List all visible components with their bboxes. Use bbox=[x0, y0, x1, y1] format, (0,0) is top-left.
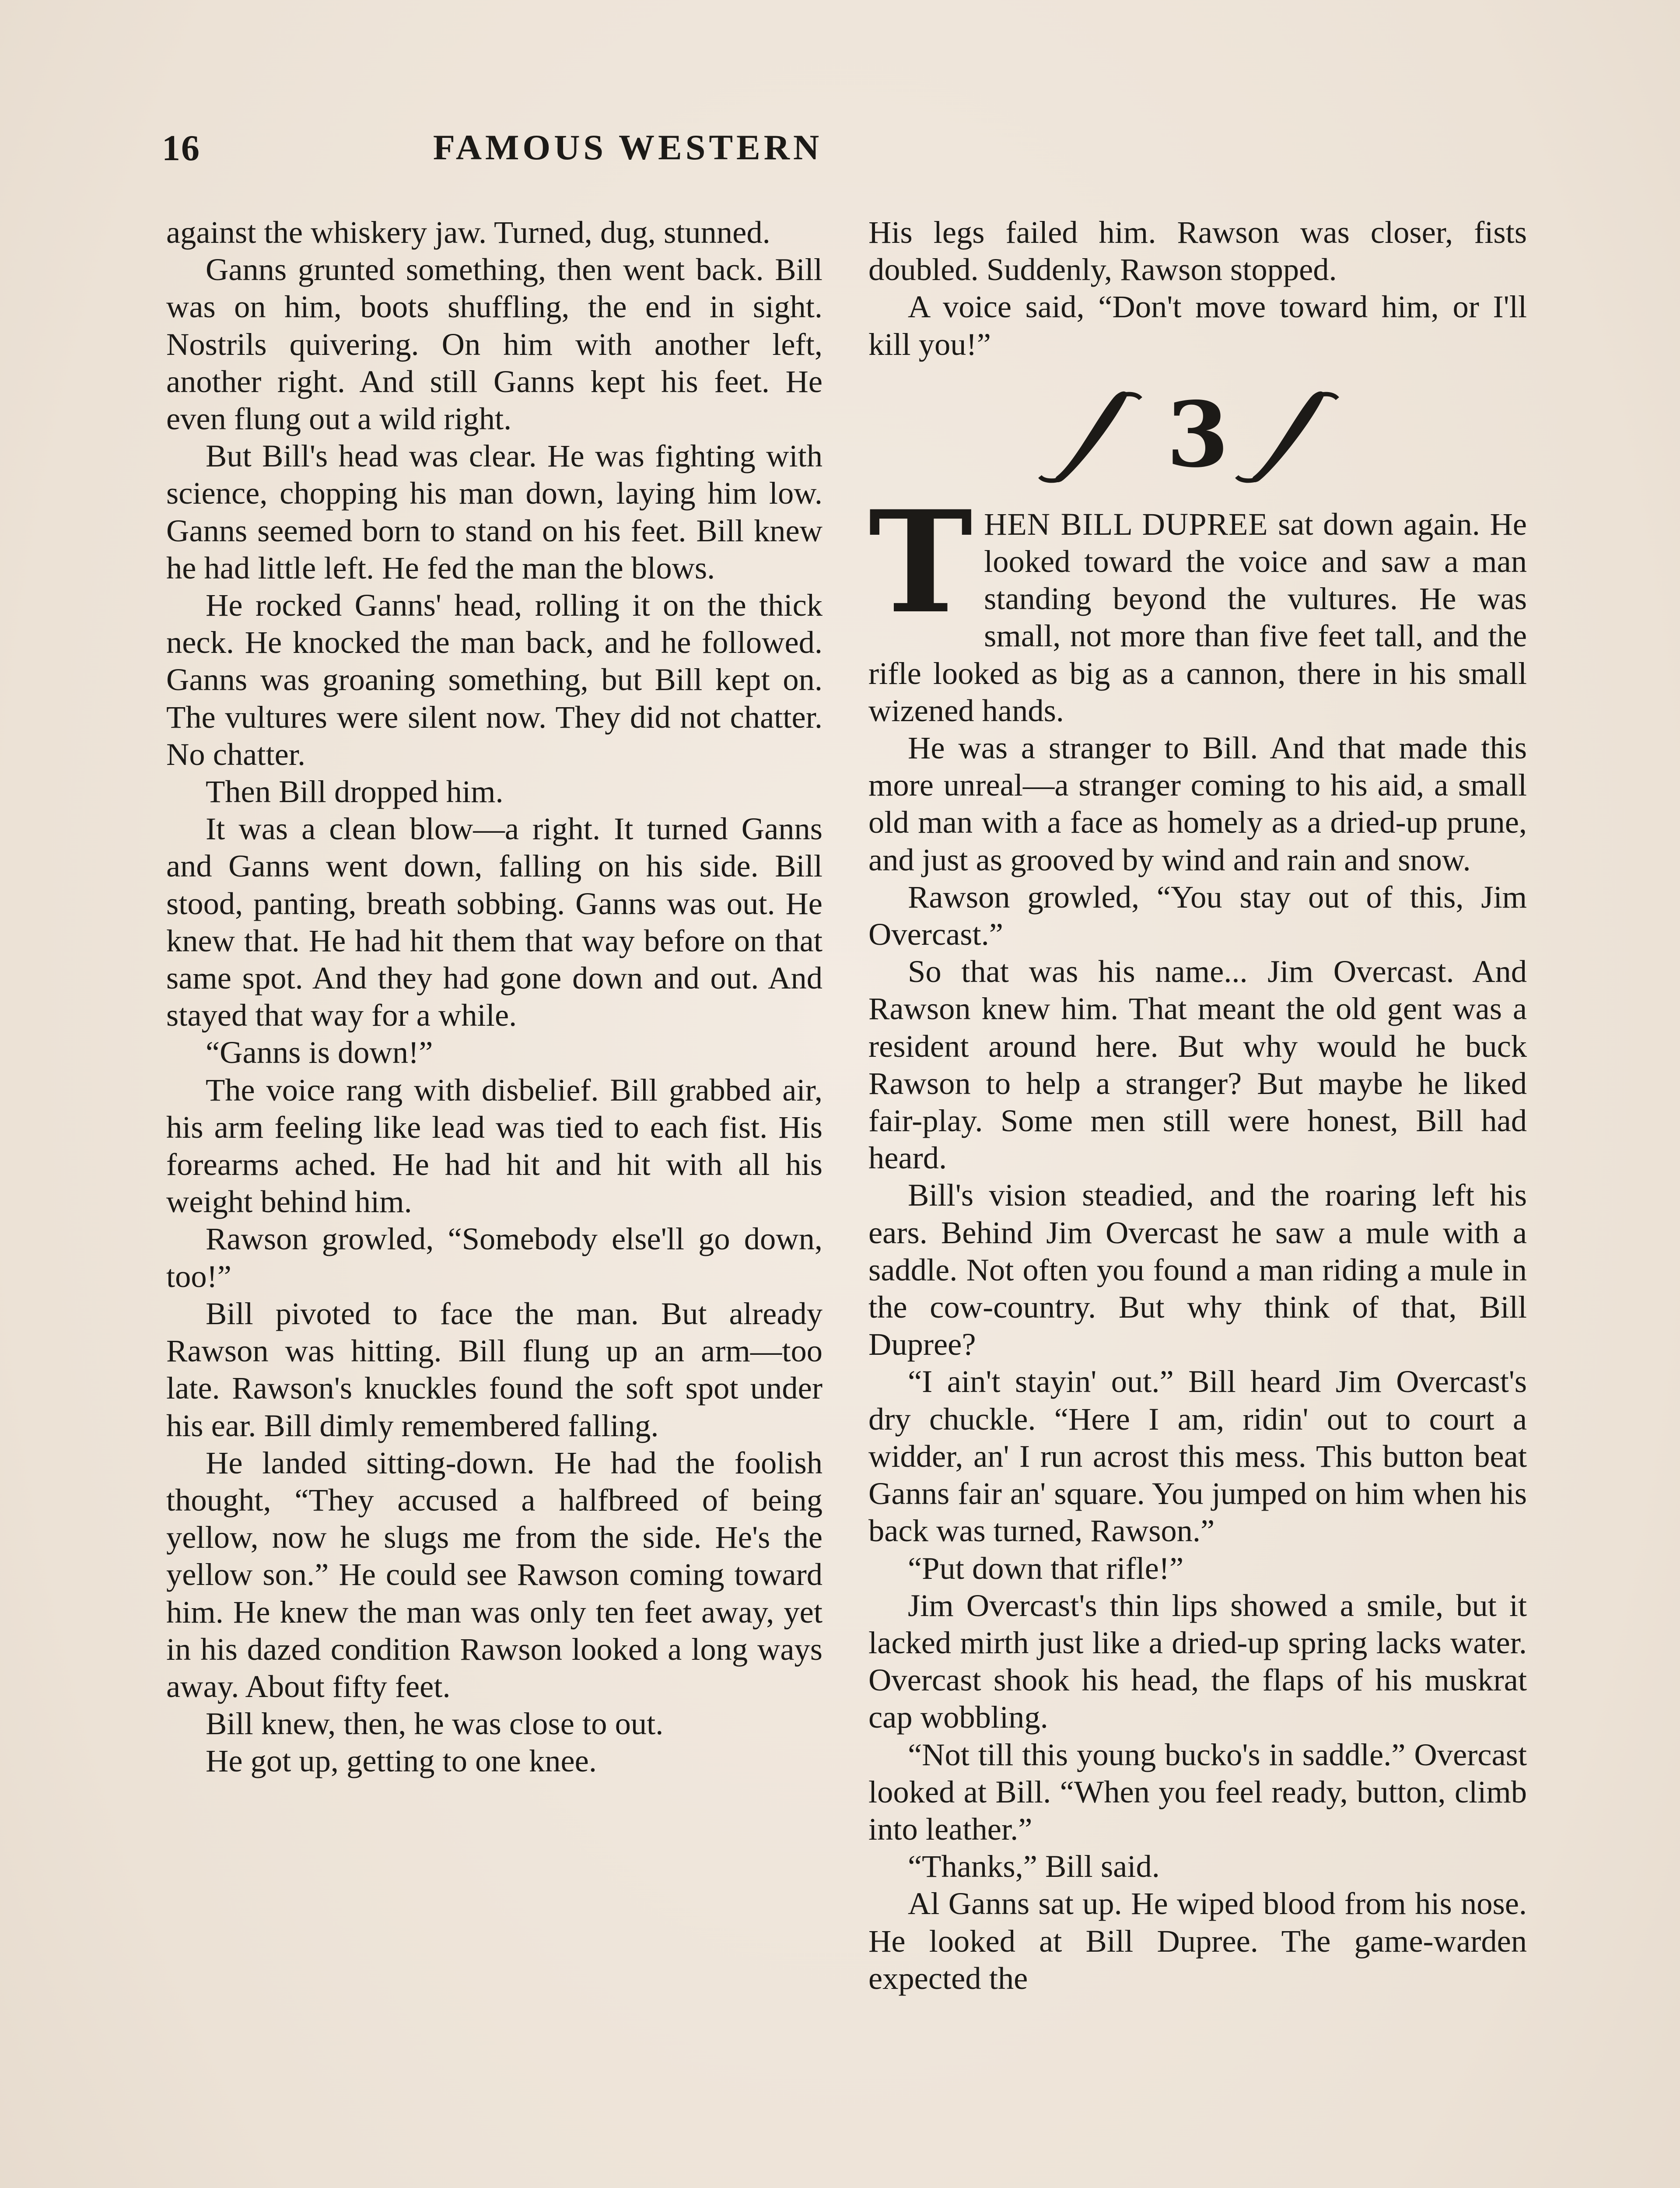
chapter-heading bbox=[868, 372, 1527, 503]
paragraph: Al Ganns sat up. He wiped blood from his nose. He looked at Bill Dupree. The game-warden expected the bbox=[868, 1886, 1527, 1996]
right-column bbox=[868, 214, 1527, 1997]
paragraph: His legs failed him. Rawson was closer, fists doubled. Suddenly, Rawson stopped. bbox=[868, 214, 1527, 288]
paragraph: He was a stranger to Bill. And that made this more unreal—a stranger coming to his aid, a small old man with a face as homely as a dried-up prune, and just as grooved by wind and rain and snow. bbox=[868, 730, 1527, 877]
paragraph: Ganns grunted something, then went back. Bill was on him, boots shuffling, the end in sight. Nostrils quivering. On him with another left, another right. And still Ganns kept his feet. He even flung out a wild right. bbox=[166, 252, 822, 437]
paragraph: Bill pivoted to face the man. But already Rawson was hitting. Bill flung up an arm—too late. Rawson's knuckles found the soft spot under his ear. Bill dimly remembered falling. bbox=[166, 1295, 822, 1443]
page-number: 16 bbox=[162, 128, 200, 168]
paragraph: Bill's vision steadied, and the roaring left his ears. Behind Jim Overcast he saw a mule with a saddle. Not often you found a man riding a mule in the cow-country. But why think of that, Bill Dupree? bbox=[868, 1177, 1527, 1362]
right-column-bottom bbox=[868, 729, 1527, 1997]
paragraph: But Bill's head was clear. He was fighting with science, chopping his man down, laying him low. Ganns seemed born to stand on his feet. Bill knew he had little left. He fed the man the blows. bbox=[166, 438, 822, 586]
paragraph: Rawson growled, “You stay out of this, Jim Overcast.” bbox=[868, 879, 1527, 952]
paragraph: Bill knew, then, he was close to out. bbox=[206, 1706, 664, 1742]
paragraph: Rawson growled, “Somebody else'll go down, too!” bbox=[166, 1221, 822, 1294]
paragraph: against the whiskery jaw. Turned, dug, stunned. bbox=[166, 214, 770, 250]
paragraph: He got up, getting to one knee. bbox=[206, 1743, 597, 1779]
chapter-opening-paragraph bbox=[868, 480, 1527, 729]
paragraph: “Thanks,” Bill said. bbox=[908, 1848, 1160, 1884]
paragraph: He rocked Ganns' head, rolling it on the thick neck. He knocked the man back, and he followed. Ganns was groaning something, but Bill kept on. The vultures were silent now. They did not chatter. No chatter. bbox=[166, 587, 822, 772]
left-column bbox=[166, 214, 822, 1780]
chapter-number: 3 bbox=[1166, 382, 1229, 487]
page-header bbox=[162, 127, 1094, 179]
paragraph: The voice rang with disbelief. Bill grabbed air, his arm feeling like lead was tied to each fist. His forearms ached. He had hit and hit with all his weight behind him. bbox=[166, 1072, 822, 1220]
chapter-opening-text: sat down again. He looked toward the voice and saw a man standing beyond the vultures. He was small, not more than five feet tall, and the rifle looked as big as a cannon, there in his small wizened hands. bbox=[868, 506, 1527, 728]
drop-cap: T bbox=[868, 480, 973, 645]
paragraph: “I ain't stayin' out.” Bill heard Jim Overcast's dry chuckle. “Here I am, ridin' out to court a widder, an' I run acrost this mess. This button beat Ganns fair an' square. You jumped on him when his back was turned, Rawson.” bbox=[868, 1364, 1527, 1549]
paragraph: He landed sitting-down. He had the foolish thought, “They accused a halfbreed of being yellow, now he slugs me from the side. He's the yellow son.” He could see Rawson coming toward him. He knew the man was only ten feet away, yet in his dazed condition Rawson looked a long ways away. About fifty feet. bbox=[166, 1445, 822, 1704]
paragraph: “Ganns is down!” bbox=[206, 1034, 433, 1070]
chapter-lead-caps: HEN BILL DUPREE bbox=[984, 506, 1268, 542]
paragraph: A voice said, “Don't move toward him, or I'll kill you!” bbox=[868, 289, 1527, 362]
paragraph: Jim Overcast's thin lips showed a smile, but it lacked mirth just like a dried-up spring lacks water. Overcast shook his head, the flaps of his muskrat cap wobbling. bbox=[868, 1587, 1527, 1735]
paragraph: “Put down that rifle!” bbox=[908, 1550, 1184, 1586]
right-column-top bbox=[868, 214, 1527, 363]
magazine-title: FAMOUS WESTERN bbox=[433, 127, 823, 167]
paragraph: So that was his name... Jim Overcast. And Rawson knew him. That meant the old gent was a resident around here. But why would he buck Rawson to help a stranger? But maybe he liked fair-play. Some men still were honest, Bill had heard. bbox=[868, 954, 1527, 1176]
paragraph: It was a clean blow—a right. It turned Ganns and Ganns went down, falling on his side. Bill stood, panting, breath sobbing. Ganns was out. He knew that. He had hit them that way before on that same spot. And they had gone down and out. And stayed that way for a while. bbox=[166, 811, 822, 1033]
paragraph: Then Bill dropped him. bbox=[206, 774, 504, 810]
paragraph: “Not till this young bucko's in saddle.” Overcast looked at Bill. “When you feel ready, button, climb into leather.” bbox=[868, 1736, 1527, 1847]
